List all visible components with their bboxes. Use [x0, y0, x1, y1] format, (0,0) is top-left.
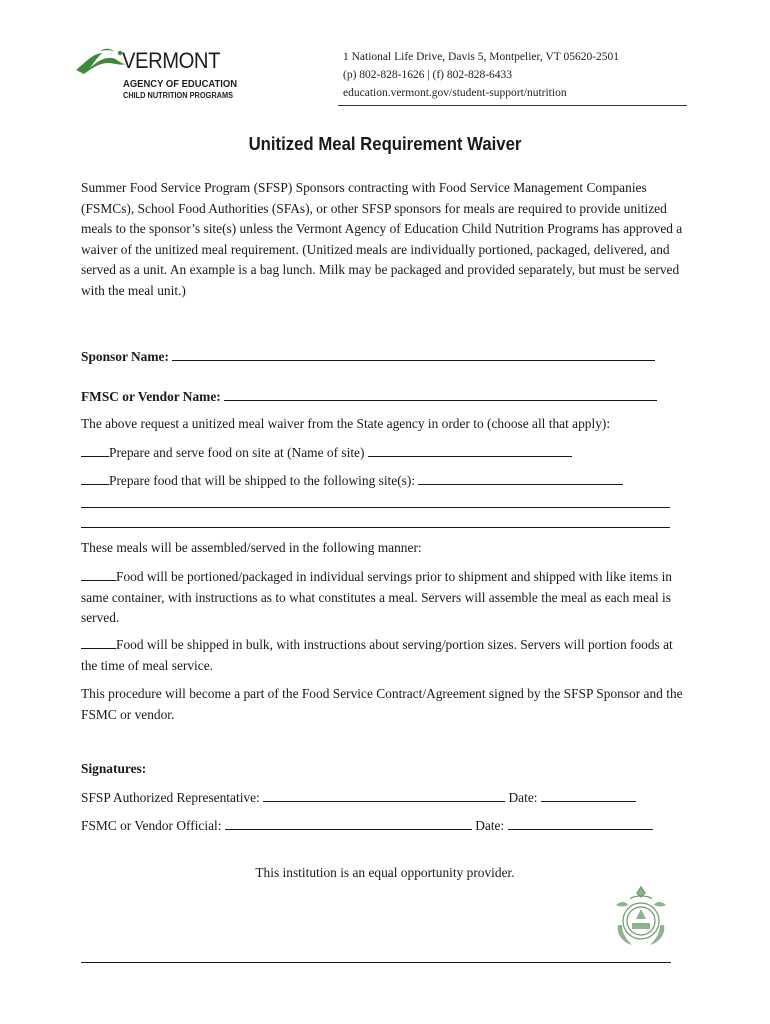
sfsp-date-field[interactable] — [541, 789, 636, 802]
request-text: The above request a unitized meal waiver from the State agency in order to (choose all that apply): — [81, 416, 611, 431]
signatures-heading: Signatures: — [81, 761, 147, 776]
vendor-name-field[interactable] — [224, 388, 657, 401]
manner-option-bulk — [81, 635, 691, 676]
header-divider — [338, 105, 687, 106]
option-shipped — [81, 472, 623, 489]
manner-option-bulk-label: Food will be shipped in bulk, with instructions about serving/portion sizes. Servers will portion foods at the time of meal service. — [81, 637, 673, 673]
sponsor-name-row — [81, 348, 655, 365]
option-serve-on-site-label: Prepare and serve food on site at (Name of site) — [109, 445, 365, 460]
fsmc-date-field[interactable] — [508, 817, 653, 830]
option-serve-on-site-checkbox[interactable] — [81, 444, 109, 457]
logo-program-name: CHILD NUTRITION PROGRAMS — [123, 91, 233, 100]
address-website: education.vermont.gov/student-support/nutrition — [343, 87, 567, 99]
option-serve-on-site — [81, 444, 572, 461]
logo-wordmark: VERMONT — [122, 48, 220, 73]
fsmc-signature-row — [81, 817, 653, 834]
sponsor-name-field[interactable] — [172, 348, 655, 361]
equal-opportunity-statement: This institution is an equal opportunity provider. — [255, 865, 515, 880]
site-name-field[interactable] — [368, 444, 572, 457]
logo-agency-name: AGENCY OF EDUCATION — [123, 78, 238, 90]
sponsor-name-label: Sponsor Name: — [81, 349, 169, 364]
page-title: Unitized Meal Requirement Waiver — [248, 134, 522, 154]
shipped-sites-line-2[interactable] — [81, 507, 670, 508]
sfsp-signature-field[interactable] — [263, 789, 505, 802]
manner-option-portioned — [81, 567, 691, 629]
shipped-sites-field[interactable] — [418, 472, 623, 485]
footer-divider — [81, 962, 671, 963]
sfsp-signature-row — [81, 789, 636, 806]
agency-logo — [74, 48, 244, 104]
manner-option-bulk-checkbox[interactable] — [81, 636, 116, 649]
address-street: 1 National Life Drive, Davis 5, Montpelier, VT 05620-2501 — [343, 51, 620, 63]
sfsp-representative-label: SFSP Authorized Representative: — [81, 790, 260, 805]
manner-text: These meals will be assembled/served in the following manner: — [81, 540, 422, 555]
agency-address — [343, 48, 619, 102]
fsmc-signature-field[interactable] — [225, 817, 472, 830]
fsmc-date-label: Date: — [475, 818, 505, 833]
vermont-state-seal-icon — [612, 885, 670, 949]
manner-option-portioned-checkbox[interactable] — [81, 568, 116, 581]
vendor-name-row — [81, 388, 657, 405]
intro-paragraph: Summer Food Service Program (SFSP) Sponsors contracting with Food Service Management Companies (FSMCs), School Food Authorities (SFAs), or other SFSP sponsors for meals are required to provide unitized meals to the sponsor’s site(s) unless the Vermont Agency of Education Child Nutrition Programs has approved a waiver of the unitized meal requirement. (Unitized meals are individually portioned, packaged, delivered, and served as a unit. An example is a bag lunch. Milk may be packaged and provided separately, but must be served with the meal unit.) — [81, 180, 683, 298]
sfsp-date-label: Date: — [508, 790, 538, 805]
address-phone-fax: (p) 802-828-1626 | (f) 802-828-6433 — [343, 69, 513, 81]
vendor-name-label: FMSC or Vendor Name: — [81, 389, 221, 404]
shipped-sites-line-3[interactable] — [81, 527, 670, 528]
fsmc-official-label: FSMC or Vendor Official: — [81, 818, 222, 833]
option-shipped-checkbox[interactable] — [81, 472, 109, 485]
procedure-paragraph: This procedure will become a part of the Food Service Contract/Agreement signed by the SFSP Sponsor and the FSMC or vendor. — [81, 686, 683, 722]
option-shipped-label: Prepare food that will be shipped to the following site(s): — [109, 473, 416, 488]
manner-option-portioned-label: Food will be portioned/packaged in individual servings prior to shipment and shipped with like items in same container, with instructions as to what constitutes a meal. Servers will assemble the meal as each meal is served. — [81, 569, 673, 625]
